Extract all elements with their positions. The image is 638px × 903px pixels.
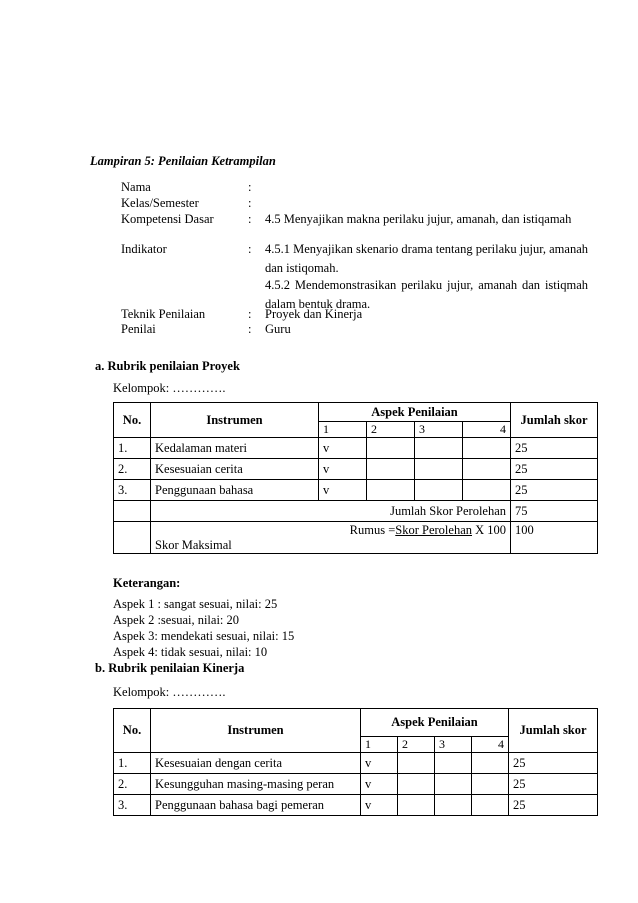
row-skor: 25 — [511, 459, 598, 480]
aspek-col-3: 3 — [415, 422, 463, 438]
row-skor: 25 — [511, 438, 598, 459]
info-colon: : — [248, 322, 252, 336]
section-b-kelompok: Kelompok: …………. — [113, 685, 226, 699]
rumus-formula — [350, 523, 506, 538]
info-label: Kompetensi Dasar — [121, 212, 214, 226]
info-label: Teknik Penilaian — [121, 307, 206, 321]
rumus-prefix: Rumus = — [349, 523, 396, 537]
row-instrumen: Kedalaman materi — [151, 438, 319, 459]
keterangan-item: Aspek 3: mendekati sesuai, nilai: 15 — [113, 629, 295, 643]
row-aspek-3 — [415, 459, 463, 480]
info-colon: : — [248, 242, 252, 256]
aspek-col-1: 1 — [319, 422, 367, 438]
rumus-suffix: X 100 — [472, 523, 507, 537]
info-colon: : — [248, 180, 252, 194]
row-no: 2. — [114, 459, 151, 480]
row-aspek-3 — [435, 795, 472, 816]
table-row — [114, 480, 598, 501]
header-jumlah: Jumlah skor — [509, 709, 598, 753]
header-no: No. — [114, 403, 151, 438]
row-aspek-1: v — [361, 753, 398, 774]
row-aspek-1: v — [319, 459, 367, 480]
kinerja-table — [113, 708, 598, 816]
info-value: 4.5 Menyajikan makna perilaku jujur, amanah, dan istiqamah — [265, 212, 572, 226]
info-colon: : — [248, 196, 252, 210]
info-label: Indikator — [121, 242, 167, 256]
row-aspek-1: v — [361, 774, 398, 795]
row-aspek-3 — [415, 480, 463, 501]
row-aspek-1: v — [319, 480, 367, 501]
indikator-2: 4.5.2 Mendemonstrasikan perilaku jujur, amanah dan istiqmah dalam bentuk drama. — [265, 278, 588, 311]
aspek-col-4: 4 — [463, 422, 511, 438]
section-a-heading: a. Rubrik penilaian Proyek — [95, 359, 240, 373]
header-no: No. — [114, 709, 151, 753]
row-aspek-2 — [367, 480, 415, 501]
row-aspek-4 — [472, 753, 509, 774]
row-no: 3. — [114, 795, 151, 816]
header-instrumen: Instrumen — [151, 709, 361, 753]
info-colon: : — [248, 212, 252, 226]
row-aspek-3 — [435, 753, 472, 774]
section-b-heading: b. Rubrik penilaian Kinerja — [95, 661, 245, 675]
info-label: Kelas/Semester — [121, 196, 199, 210]
indikator-1: 4.5.1 Menyajikan skenario drama tentang perilaku jujur, amanah dan istiqomah. — [265, 242, 589, 275]
table-row — [114, 459, 598, 480]
keterangan-item: Aspek 2 :sesuai, nilai: 20 — [113, 613, 240, 627]
row-aspek-2 — [367, 459, 415, 480]
row-aspek-4 — [472, 795, 509, 816]
row-aspek-4 — [463, 438, 511, 459]
aspek-col-2: 2 — [367, 422, 415, 438]
table-row — [114, 438, 598, 459]
row-instrumen: Kesesuaian dengan cerita — [151, 753, 361, 774]
header-instrumen: Instrumen — [151, 403, 319, 438]
aspek-col-3: 3 — [435, 737, 472, 753]
table-row — [114, 774, 598, 795]
row-aspek-2 — [398, 795, 435, 816]
total-row — [114, 501, 598, 522]
rumus-cell — [151, 522, 511, 554]
row-instrumen: Penggunaan bahasa bagi pemeran — [151, 795, 361, 816]
row-skor: 25 — [509, 753, 598, 774]
rumus-numerator: Skor Perolehan — [395, 523, 473, 537]
total-label: Jumlah Skor Perolehan — [151, 501, 511, 522]
info-label: Nama — [121, 180, 151, 194]
row-aspek-4 — [463, 459, 511, 480]
row-no: 1. — [114, 438, 151, 459]
skor-maksimal: Skor Maksimal — [155, 538, 232, 552]
row-no: 1. — [114, 753, 151, 774]
page-title: Lampiran 5: Penilaian Ketrampilan — [90, 154, 276, 168]
header-aspek: Aspek Penilaian — [319, 403, 511, 422]
row-aspek-1: v — [361, 795, 398, 816]
keterangan-item: Aspek 4: tidak sesuai, nilai: 10 — [113, 645, 268, 659]
row-aspek-4 — [463, 480, 511, 501]
keterangan-heading: Keterangan: — [113, 576, 181, 590]
row-instrumen: Kesungguhan masing-masing peran — [151, 774, 361, 795]
rumus-value: 100 — [511, 522, 598, 554]
total-value: 75 — [511, 501, 598, 522]
row-skor: 25 — [511, 480, 598, 501]
aspek-col-2: 2 — [398, 737, 435, 753]
table-row — [114, 795, 598, 816]
row-no: 3. — [114, 480, 151, 501]
row-no: 2. — [114, 774, 151, 795]
info-value: Proyek dan Kinerja — [265, 307, 363, 321]
header-jumlah: Jumlah skor — [511, 403, 598, 438]
header-aspek: Aspek Penilaian — [361, 709, 509, 737]
table-row — [114, 753, 598, 774]
row-aspek-2 — [398, 753, 435, 774]
row-aspek-3 — [415, 438, 463, 459]
section-a-kelompok: Kelompok: …………. — [113, 381, 226, 395]
rumus-row — [114, 522, 598, 554]
info-label: Penilai — [121, 322, 156, 336]
aspek-col-1: 1 — [361, 737, 398, 753]
aspek-col-4: 4 — [472, 737, 509, 753]
row-instrumen: Penggunaan bahasa — [151, 480, 319, 501]
row-skor: 25 — [509, 774, 598, 795]
row-skor: 25 — [509, 795, 598, 816]
row-aspek-2 — [367, 438, 415, 459]
keterangan-item: Aspek 1 : sangat sesuai, nilai: 25 — [113, 597, 278, 611]
info-value: Guru — [265, 322, 291, 336]
proyek-table — [113, 402, 598, 554]
row-aspek-2 — [398, 774, 435, 795]
info-colon: : — [248, 307, 252, 321]
row-instrumen: Kesesuaian cerita — [151, 459, 319, 480]
row-aspek-3 — [435, 774, 472, 795]
row-aspek-4 — [472, 774, 509, 795]
row-aspek-1: v — [319, 438, 367, 459]
